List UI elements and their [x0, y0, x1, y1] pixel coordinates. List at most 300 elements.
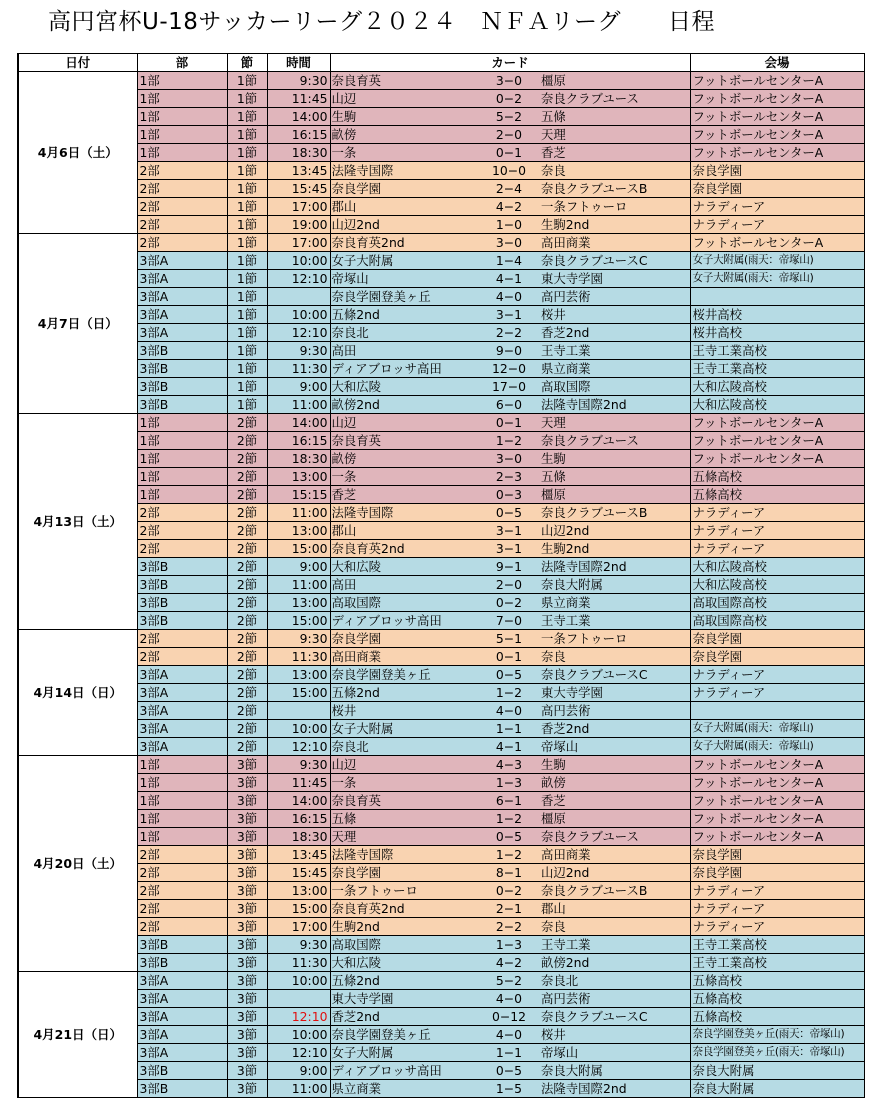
division-cell: 3部A — [137, 324, 227, 342]
away-team: 桜井 — [539, 306, 690, 324]
venue-cell: フットボールセンターA — [690, 432, 864, 450]
match-score: 0−12 — [479, 1008, 539, 1026]
match-row — [18, 180, 864, 198]
division-cell: 3部A — [137, 252, 227, 270]
away-team: 法隆寺国際2nd — [539, 1080, 690, 1098]
home-team: 県立商業 — [330, 1080, 479, 1098]
kickoff-time: 14:00 — [267, 414, 330, 432]
match-score: 2−4 — [479, 180, 539, 198]
away-team: 生駒2nd — [539, 540, 690, 558]
kickoff-time: 12:10 — [267, 270, 330, 288]
section-cell: 2節 — [227, 432, 267, 450]
home-team: 奈良学園登美ヶ丘 — [330, 1026, 479, 1044]
away-team: 奈良クラブユース — [539, 90, 690, 108]
venue-cell: フットボールセンターA — [690, 828, 864, 846]
home-team: 奈良育英 — [330, 72, 479, 90]
kickoff-time: 13:00 — [267, 882, 330, 900]
section-cell: 1節 — [227, 252, 267, 270]
division-cell: 3部B — [137, 936, 227, 954]
section-cell: 1節 — [227, 270, 267, 288]
kickoff-time: 11:00 — [267, 396, 330, 414]
kickoff-time: 16:15 — [267, 126, 330, 144]
venue-cell: 女子大附属(雨天：帝塚山) — [690, 720, 864, 738]
venue-cell: 奈良学園 — [690, 846, 864, 864]
home-team: 女子大附属 — [330, 1044, 479, 1062]
match-row — [18, 162, 864, 180]
kickoff-time: 15:00 — [267, 684, 330, 702]
match-row — [18, 1080, 864, 1098]
section-cell: 1節 — [227, 162, 267, 180]
away-team: 香芝 — [539, 144, 690, 162]
match-score: 1−2 — [479, 846, 539, 864]
division-cell: 1部 — [137, 414, 227, 432]
match-score: 4−0 — [479, 1026, 539, 1044]
match-score: 3−0 — [479, 72, 539, 90]
division-cell: 3部B — [137, 954, 227, 972]
away-team: 奈良 — [539, 648, 690, 666]
away-team: 奈良クラブユースB — [539, 882, 690, 900]
match-score: 5−2 — [479, 972, 539, 990]
match-score: 4−0 — [479, 288, 539, 306]
division-cell: 1部 — [137, 756, 227, 774]
home-team: 法隆寺国際 — [330, 504, 479, 522]
division-cell: 3部A — [137, 288, 227, 306]
section-cell: 2節 — [227, 576, 267, 594]
division-cell: 1部 — [137, 486, 227, 504]
away-team: 五條 — [539, 108, 690, 126]
kickoff-time: 15:15 — [267, 486, 330, 504]
section-cell: 2節 — [227, 630, 267, 648]
home-team: 香芝2nd — [330, 1008, 479, 1026]
section-cell: 1節 — [227, 126, 267, 144]
away-team: 奈良 — [539, 918, 690, 936]
away-team: 高円芸術 — [539, 990, 690, 1008]
match-score: 1−5 — [479, 1080, 539, 1098]
away-team: 王寺工業 — [539, 342, 690, 360]
match-score: 5−1 — [479, 630, 539, 648]
match-row — [18, 144, 864, 162]
venue-cell: 王寺工業高校 — [690, 936, 864, 954]
page-title: 高円宮杯U-18サッカーリーグ２０２４ ＮＦＡリーグ 日程 — [48, 9, 715, 35]
header-time: 時間 — [267, 54, 330, 72]
match-score: 3−1 — [479, 522, 539, 540]
section-cell: 1節 — [227, 180, 267, 198]
match-row — [18, 396, 864, 414]
match-row — [18, 936, 864, 954]
section-cell: 1節 — [227, 342, 267, 360]
kickoff-time: 15:00 — [267, 612, 330, 630]
kickoff-time: 10:00 — [267, 1026, 330, 1044]
section-cell: 2節 — [227, 450, 267, 468]
section-cell: 1節 — [227, 324, 267, 342]
kickoff-time: 18:30 — [267, 828, 330, 846]
section-cell: 2節 — [227, 612, 267, 630]
kickoff-time: 16:15 — [267, 810, 330, 828]
home-team: 香芝 — [330, 486, 479, 504]
match-score: 7−0 — [479, 612, 539, 630]
division-cell: 3部B — [137, 378, 227, 396]
home-team: 女子大附属 — [330, 252, 479, 270]
match-row — [18, 720, 864, 738]
away-team: 奈良クラブユースC — [539, 666, 690, 684]
match-row — [18, 882, 864, 900]
match-date: 4月20日（土） — [18, 756, 137, 972]
match-row — [18, 468, 864, 486]
home-team: ディアブロッサ高田 — [330, 360, 479, 378]
home-team: 五條2nd — [330, 306, 479, 324]
kickoff-time: 15:00 — [267, 900, 330, 918]
venue-cell: フットボールセンターA — [690, 774, 864, 792]
section-cell: 3節 — [227, 882, 267, 900]
home-team: 奈良育英 — [330, 432, 479, 450]
division-cell: 2部 — [137, 630, 227, 648]
section-cell: 2節 — [227, 522, 267, 540]
away-team: 高円芸術 — [539, 702, 690, 720]
venue-cell: 奈良学園 — [690, 162, 864, 180]
match-score: 0−5 — [479, 1062, 539, 1080]
venue-cell: 奈良学園 — [690, 864, 864, 882]
match-row — [18, 828, 864, 846]
kickoff-time: 12:10 — [267, 1008, 330, 1026]
match-score: 2−2 — [479, 324, 539, 342]
match-row — [18, 540, 864, 558]
section-cell: 1節 — [227, 306, 267, 324]
away-team: 天理 — [539, 126, 690, 144]
match-score: 4−3 — [479, 756, 539, 774]
kickoff-time: 9:00 — [267, 378, 330, 396]
match-row — [18, 108, 864, 126]
away-team: 奈良クラブユース — [539, 828, 690, 846]
kickoff-time: 13:00 — [267, 666, 330, 684]
kickoff-time: 14:00 — [267, 108, 330, 126]
home-team: 奈良育英2nd — [330, 234, 479, 252]
away-team: 五條 — [539, 468, 690, 486]
away-team: 奈良クラブユースC — [539, 1008, 690, 1026]
away-team: 山辺2nd — [539, 864, 690, 882]
section-cell: 1節 — [227, 378, 267, 396]
venue-cell: 五條高校 — [690, 468, 864, 486]
match-row — [18, 630, 864, 648]
division-cell: 2部 — [137, 864, 227, 882]
division-cell: 3部B — [137, 1080, 227, 1098]
match-row — [18, 900, 864, 918]
kickoff-time: 17:00 — [267, 234, 330, 252]
venue-cell: 王寺工業高校 — [690, 954, 864, 972]
home-team: 奈良学園 — [330, 180, 479, 198]
section-cell: 3節 — [227, 828, 267, 846]
match-score: 9−1 — [479, 558, 539, 576]
kickoff-time: 13:45 — [267, 162, 330, 180]
venue-cell — [690, 702, 864, 720]
home-team: 一条 — [330, 774, 479, 792]
match-score: 0−2 — [479, 594, 539, 612]
kickoff-time: 17:00 — [267, 198, 330, 216]
home-team: 奈良育英2nd — [330, 540, 479, 558]
match-score: 0−1 — [479, 414, 539, 432]
venue-cell: 五條高校 — [690, 1008, 864, 1026]
home-team: 生駒 — [330, 108, 479, 126]
home-team: 帝塚山 — [330, 270, 479, 288]
kickoff-time: 10:00 — [267, 306, 330, 324]
away-team: 高田商業 — [539, 234, 690, 252]
match-score: 1−1 — [479, 1044, 539, 1062]
away-team: 王寺工業 — [539, 936, 690, 954]
venue-cell: フットボールセンターA — [690, 414, 864, 432]
home-team: 畝傍 — [330, 450, 479, 468]
division-cell: 3部A — [137, 1044, 227, 1062]
home-team: 郡山 — [330, 522, 479, 540]
away-team: 奈良クラブユース — [539, 432, 690, 450]
match-row — [18, 558, 864, 576]
match-score: 17−0 — [479, 378, 539, 396]
venue-cell: 奈良学園登美ヶ丘(雨天：帝塚山) — [690, 1026, 864, 1044]
match-row — [18, 648, 864, 666]
division-cell: 2部 — [137, 180, 227, 198]
home-team: ディアブロッサ高田 — [330, 612, 479, 630]
venue-cell: フットボールセンターA — [690, 810, 864, 828]
table-header-row — [18, 54, 864, 72]
section-cell: 2節 — [227, 558, 267, 576]
section-cell: 3節 — [227, 846, 267, 864]
division-cell: 3部A — [137, 1026, 227, 1044]
venue-cell: 五條高校 — [690, 972, 864, 990]
venue-cell: ナラディーア — [690, 504, 864, 522]
venue-cell: 王寺工業高校 — [690, 360, 864, 378]
match-score: 1−1 — [479, 720, 539, 738]
home-team: 女子大附属 — [330, 720, 479, 738]
venue-cell: 奈良大附属 — [690, 1080, 864, 1098]
section-cell: 3節 — [227, 936, 267, 954]
away-team: 生駒 — [539, 756, 690, 774]
match-row — [18, 432, 864, 450]
header-section: 節 — [227, 54, 267, 72]
division-cell: 3部B — [137, 576, 227, 594]
match-score: 5−2 — [479, 108, 539, 126]
away-team: 帝塚山 — [539, 1044, 690, 1062]
away-team: 高円芸術 — [539, 288, 690, 306]
section-cell: 2節 — [227, 504, 267, 522]
match-score: 1−3 — [479, 774, 539, 792]
match-score: 1−4 — [479, 252, 539, 270]
home-team: 一条 — [330, 144, 479, 162]
section-cell: 3節 — [227, 1044, 267, 1062]
division-cell: 2部 — [137, 918, 227, 936]
kickoff-time: 11:00 — [267, 504, 330, 522]
match-row — [18, 1008, 864, 1026]
division-cell: 2部 — [137, 846, 227, 864]
venue-cell: 桜井高校 — [690, 306, 864, 324]
match-row — [18, 1026, 864, 1044]
division-cell: 2部 — [137, 504, 227, 522]
kickoff-time: 9:00 — [267, 558, 330, 576]
venue-cell: フットボールセンターA — [690, 126, 864, 144]
division-cell: 3部A — [137, 270, 227, 288]
section-cell: 3節 — [227, 1080, 267, 1098]
away-team: 奈良大附属 — [539, 576, 690, 594]
section-cell: 3節 — [227, 918, 267, 936]
venue-cell: フットボールセンターA — [690, 234, 864, 252]
kickoff-time: 10:00 — [267, 972, 330, 990]
section-cell: 1節 — [227, 234, 267, 252]
section-cell: 2節 — [227, 468, 267, 486]
division-cell: 1部 — [137, 774, 227, 792]
division-cell: 2部 — [137, 648, 227, 666]
division-cell: 3部B — [137, 396, 227, 414]
kickoff-time: 15:45 — [267, 864, 330, 882]
away-team: 橿原 — [539, 810, 690, 828]
match-row — [18, 522, 864, 540]
venue-cell — [690, 288, 864, 306]
match-score: 1−0 — [479, 216, 539, 234]
match-row — [18, 504, 864, 522]
away-team: 東大寺学園 — [539, 684, 690, 702]
kickoff-time: 10:00 — [267, 720, 330, 738]
home-team: 高田 — [330, 342, 479, 360]
division-cell: 1部 — [137, 144, 227, 162]
venue-cell: 五條高校 — [690, 486, 864, 504]
away-team: 生駒2nd — [539, 216, 690, 234]
away-team: 香芝 — [539, 792, 690, 810]
schedule-table — [17, 53, 865, 1098]
away-team: 奈良クラブユースB — [539, 180, 690, 198]
match-row — [18, 702, 864, 720]
kickoff-time: 9:30 — [267, 342, 330, 360]
match-score: 3−1 — [479, 306, 539, 324]
match-score: 3−0 — [479, 450, 539, 468]
match-row — [18, 360, 864, 378]
venue-cell: 大和広陵高校 — [690, 396, 864, 414]
header-venue: 会場 — [690, 54, 864, 72]
home-team: 山辺 — [330, 414, 479, 432]
home-team: ディアブロッサ高田 — [330, 1062, 479, 1080]
section-cell: 2節 — [227, 702, 267, 720]
venue-cell: 王寺工業高校 — [690, 342, 864, 360]
away-team: 香芝2nd — [539, 324, 690, 342]
home-team: 桜井 — [330, 702, 479, 720]
away-team: 奈良北 — [539, 972, 690, 990]
section-cell: 1節 — [227, 144, 267, 162]
match-row — [18, 216, 864, 234]
match-date: 4月7日（日） — [18, 234, 137, 414]
venue-cell: 五條高校 — [690, 990, 864, 1008]
division-cell: 2部 — [137, 900, 227, 918]
kickoff-time: 15:45 — [267, 180, 330, 198]
match-score: 0−2 — [479, 882, 539, 900]
away-team: 山辺2nd — [539, 522, 690, 540]
home-team: 五條 — [330, 810, 479, 828]
section-cell: 3節 — [227, 990, 267, 1008]
home-team: 畝傍2nd — [330, 396, 479, 414]
match-score: 4−1 — [479, 738, 539, 756]
kickoff-time: 10:00 — [267, 252, 330, 270]
division-cell: 2部 — [137, 198, 227, 216]
match-row — [18, 378, 864, 396]
away-team: 王寺工業 — [539, 612, 690, 630]
venue-cell: 女子大附属(雨天：帝塚山) — [690, 270, 864, 288]
kickoff-time: 13:00 — [267, 522, 330, 540]
kickoff-time — [267, 288, 330, 306]
venue-cell: 高取国際高校 — [690, 594, 864, 612]
division-cell: 2部 — [137, 540, 227, 558]
home-team: 奈良北 — [330, 738, 479, 756]
section-cell: 1節 — [227, 198, 267, 216]
match-row — [18, 864, 864, 882]
division-cell: 1部 — [137, 468, 227, 486]
match-score: 9−0 — [479, 342, 539, 360]
section-cell: 3節 — [227, 810, 267, 828]
section-cell: 2節 — [227, 486, 267, 504]
division-cell: 3部A — [137, 720, 227, 738]
venue-cell: ナラディーア — [690, 882, 864, 900]
division-cell: 1部 — [137, 810, 227, 828]
match-score: 8−1 — [479, 864, 539, 882]
match-row — [18, 990, 864, 1008]
away-team: 法隆寺国際2nd — [539, 558, 690, 576]
division-cell: 3部B — [137, 360, 227, 378]
kickoff-time: 9:00 — [267, 1062, 330, 1080]
kickoff-time — [267, 702, 330, 720]
section-cell: 1節 — [227, 72, 267, 90]
match-score: 2−2 — [479, 918, 539, 936]
home-team: 法隆寺国際 — [330, 162, 479, 180]
kickoff-time: 9:30 — [267, 630, 330, 648]
section-cell: 1節 — [227, 108, 267, 126]
away-team: 奈良クラブユースC — [539, 252, 690, 270]
kickoff-time: 13:45 — [267, 846, 330, 864]
match-row — [18, 612, 864, 630]
away-team: 橿原 — [539, 486, 690, 504]
match-row — [18, 324, 864, 342]
kickoff-time: 19:00 — [267, 216, 330, 234]
match-row — [18, 756, 864, 774]
match-score: 2−3 — [479, 468, 539, 486]
match-score: 0−1 — [479, 144, 539, 162]
division-cell: 3部A — [137, 666, 227, 684]
venue-cell: ナラディーア — [690, 540, 864, 558]
venue-cell: フットボールセンターA — [690, 450, 864, 468]
kickoff-time: 17:00 — [267, 918, 330, 936]
away-team: 高取国際 — [539, 378, 690, 396]
kickoff-time: 11:00 — [267, 1080, 330, 1098]
away-team: 高田商業 — [539, 846, 690, 864]
home-team: 一条 — [330, 468, 479, 486]
division-cell: 2部 — [137, 162, 227, 180]
match-row — [18, 450, 864, 468]
home-team: 奈良学園登美ヶ丘 — [330, 288, 479, 306]
division-cell: 2部 — [137, 522, 227, 540]
venue-cell: 奈良学園 — [690, 648, 864, 666]
away-team: 奈良 — [539, 162, 690, 180]
section-cell: 3節 — [227, 1062, 267, 1080]
division-cell: 3部B — [137, 342, 227, 360]
kickoff-time: 9:30 — [267, 72, 330, 90]
venue-cell: ナラディーア — [690, 684, 864, 702]
home-team: 奈良学園 — [330, 864, 479, 882]
venue-cell: 高取国際高校 — [690, 612, 864, 630]
division-cell: 1部 — [137, 108, 227, 126]
match-date: 4月14日（日） — [18, 630, 137, 756]
header-division: 部 — [137, 54, 227, 72]
venue-cell: 桜井高校 — [690, 324, 864, 342]
home-team: 一条フトゥーロ — [330, 882, 479, 900]
division-cell: 1部 — [137, 72, 227, 90]
division-cell: 1部 — [137, 126, 227, 144]
away-team: 法隆寺国際2nd — [539, 396, 690, 414]
home-team: 山辺 — [330, 756, 479, 774]
section-cell: 1節 — [227, 216, 267, 234]
away-team: 県立商業 — [539, 594, 690, 612]
match-row — [18, 234, 864, 252]
